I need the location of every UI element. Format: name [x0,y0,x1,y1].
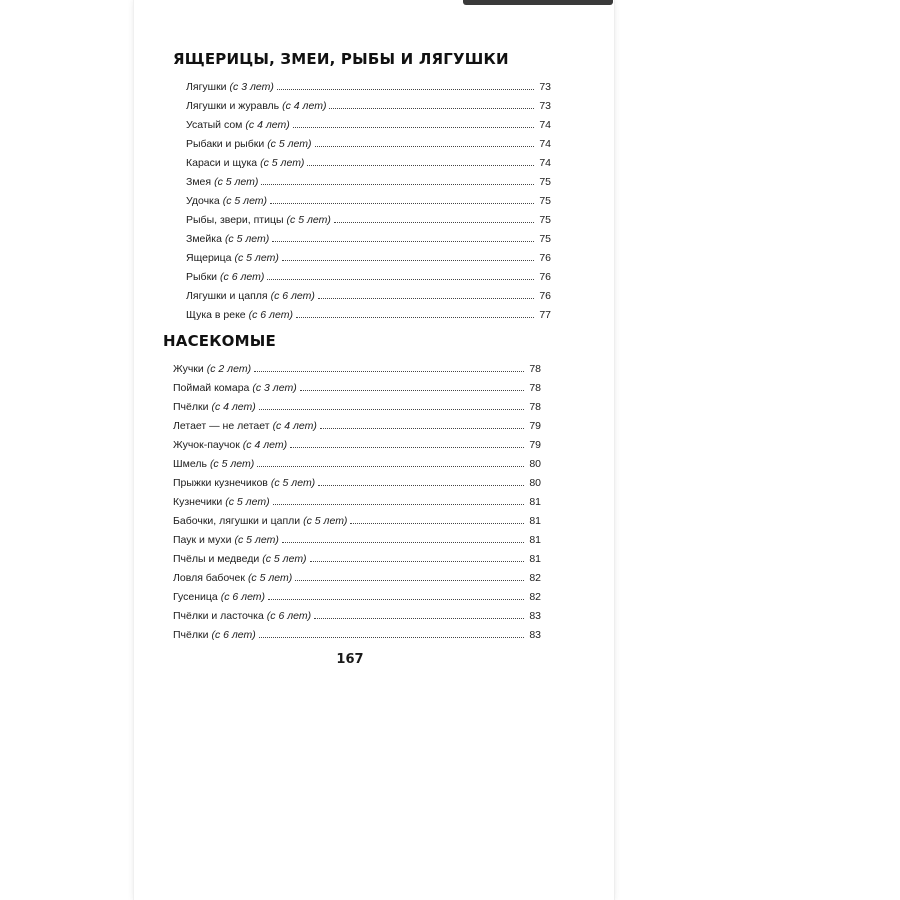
toc-entry [186,93,551,112]
dot-leader [277,89,534,90]
toc-entry-title: Гусеница [173,591,218,603]
toc-entry-age: (с 5 лет) [234,252,279,264]
toc-entry-page: 81 [529,496,541,508]
toc-entry [173,622,541,641]
dot-leader [310,561,524,562]
toc-entry [173,527,541,546]
toc-entry-page: 73 [539,100,551,112]
toc-entry-title: Змейка [186,233,222,245]
toc-entry-page: 74 [539,138,551,150]
dot-leader [272,241,534,242]
dot-leader [318,485,524,486]
dot-leader [296,317,534,318]
toc-section-reptiles-fish-frogs [173,50,551,321]
toc-entry-page: 75 [539,214,551,226]
dot-leader [350,523,524,524]
toc-entry [173,470,541,489]
toc-entry [173,603,541,622]
toc-entry-age: (с 3 лет) [252,382,297,394]
toc-entry-title: Шмель [173,458,207,470]
toc-entry-title: Щука в реке [186,309,246,321]
toc-entry-age: (с 5 лет) [262,553,307,565]
section-title: НАСЕКОМЫЕ [163,332,276,350]
toc-entry-title: Кузнечики [173,496,223,508]
toc-entry-age: (с 5 лет) [234,534,279,546]
toc-entry [186,188,551,207]
toc-entry-page: 81 [529,515,541,527]
toc-entry [173,508,541,527]
toc-entry-page: 79 [529,420,541,432]
toc-entry-page: 83 [529,610,541,622]
toc-entry-page: 80 [529,477,541,489]
dot-leader [259,637,524,638]
page-number: 167 [336,652,364,667]
dot-leader [270,203,534,204]
toc-entry-title: Пчёлки [173,401,209,413]
dot-leader [261,184,534,185]
toc-entry [186,245,551,264]
toc-entry-page: 81 [529,534,541,546]
dot-leader [318,298,534,299]
toc-entry [186,112,551,131]
toc-entry-age: (с 4 лет) [211,401,256,413]
dot-leader [300,390,524,391]
toc-entry [186,131,551,150]
dot-leader [282,542,524,543]
toc-entry-title: Пчёлки [173,629,209,641]
toc-entry-title: Жучки [173,363,204,375]
toc-entry-title: Летает — не летает [173,420,270,432]
toc-entry-page: 76 [539,290,551,302]
toc-entry-title: Бабочки, лягушки и цапли [173,515,301,527]
toc-entry-age: (с 5 лет) [224,233,270,245]
toc-entry-age: (с 5 лет) [267,138,312,150]
dot-leader [268,599,524,600]
toc-entry-age: (с 6 лет) [220,271,265,283]
toc-entry [186,150,551,169]
dot-leader [334,222,534,223]
toc-entry-title: Рыбы, звери, птицы [186,214,284,226]
toc-entry-age: (с 5 лет) [214,176,259,188]
toc-entry-title: Ловля бабочек [173,572,245,584]
toc-entry-page: 75 [539,233,551,245]
toc-entry-title: Рыбки [186,271,218,283]
toc-entry-title: Паук и мухи [173,534,232,546]
toc-entry-page: 73 [539,81,551,93]
scan-edge-mark [463,0,613,5]
dot-leader [293,127,534,128]
toc-entry-title: Лягушки и журавль [186,100,280,112]
dot-leader [267,279,534,280]
toc-entry [186,207,551,226]
toc-entry [186,283,551,302]
toc-entry-title: Удочка [186,195,220,207]
toc-entry [173,356,541,375]
toc-entry-page: 83 [529,629,541,641]
toc-entry [173,546,541,565]
toc-entry-title: Пчёлы и медведи [173,553,260,565]
toc-entry-title: Жучок-паучок [173,439,240,451]
toc-entry-age: (с 4 лет) [245,119,290,131]
toc-entry [173,489,541,508]
toc-list [163,356,541,641]
toc-entry-age: (с 4 лет) [272,420,317,432]
toc-entry-page: 82 [529,572,541,584]
dot-leader [273,504,524,505]
toc-entry-age: (с 5 лет) [222,195,268,207]
toc-entry-title: Прыжки кузнечиков [173,477,268,489]
dot-leader [320,428,524,429]
toc-entry-title: Караси и щука [186,157,258,169]
toc-entry-title: Усатый сом [186,119,243,131]
section-title: ЯЩЕРИЦЫ, ЗМЕИ, РЫБЫ И ЛЯГУШКИ [173,50,509,68]
toc-entry [186,74,551,93]
toc-entry-title: Лягушки [186,81,227,93]
toc-entry [173,565,541,584]
toc-entry [186,169,551,188]
toc-entry-title: Поймай комара [173,382,250,394]
dot-leader [254,371,524,372]
toc-entry-age: (с 4 лет) [282,100,327,112]
toc-entry-page: 77 [539,309,551,321]
toc-entry-page: 80 [529,458,541,470]
toc-entry-title: Рыбаки и рыбки [186,138,265,150]
toc-entry [173,394,541,413]
dot-leader [314,618,524,619]
dot-leader [290,447,524,448]
toc-section-insects [163,332,541,641]
toc-entry-age: (с 5 лет) [247,572,293,584]
toc-entry-page: 81 [529,553,541,565]
toc-entry-age: (с 6 лет) [248,309,293,321]
toc-entry-title: Ящерица [186,252,232,264]
dot-leader [307,165,534,166]
toc-entry [173,432,541,451]
toc-entry-title: Лягушки и цапля [186,290,268,302]
toc-entry [186,302,551,321]
toc-entry [173,413,541,432]
toc-entry-page: 75 [539,176,551,188]
toc-entry-page: 76 [539,271,551,283]
toc-entry [173,375,541,394]
toc-entry-age: (с 4 лет) [242,439,288,451]
toc-entry-age: (с 5 лет) [286,214,331,226]
toc-entry-page: 82 [529,591,541,603]
dot-leader [295,580,524,581]
toc-entry-age: (с 6 лет) [220,591,266,603]
dot-leader [282,260,534,261]
toc-entry-age: (с 5 лет) [225,496,270,508]
toc-entry-page: 76 [539,252,551,264]
dot-leader [315,146,535,147]
toc-entry-age: (с 5 лет) [270,477,316,489]
toc-entry-title: Змея [186,176,212,188]
toc-entry-age: (с 5 лет) [260,157,305,169]
toc-entry-title: Пчёлки и ласточка [173,610,264,622]
toc-entry [173,451,541,470]
toc-entry-page: 79 [529,439,541,451]
toc-entry-age: (с 5 лет) [209,458,255,470]
toc-entry-age: (с 3 лет) [229,81,274,93]
toc-entry [186,264,551,283]
dot-leader [257,466,524,467]
toc-entry-age: (с 6 лет) [270,290,315,302]
toc-entry-age: (с 2 лет) [206,363,252,375]
toc-entry-page: 78 [529,363,541,375]
toc-entry [173,584,541,603]
toc-entry-page: 74 [539,119,551,131]
toc-entry-age: (с 6 лет) [266,610,312,622]
dot-leader [329,108,534,109]
toc-entry-page: 78 [529,401,541,413]
toc-entry-page: 75 [539,195,551,207]
toc-entry-age: (с 5 лет) [303,515,348,527]
toc-entry [186,226,551,245]
dot-leader [259,409,524,410]
toc-entry-page: 78 [529,382,541,394]
toc-entry-age: (с 6 лет) [211,629,256,641]
toc-list [173,74,551,321]
toc-entry-page: 74 [539,157,551,169]
